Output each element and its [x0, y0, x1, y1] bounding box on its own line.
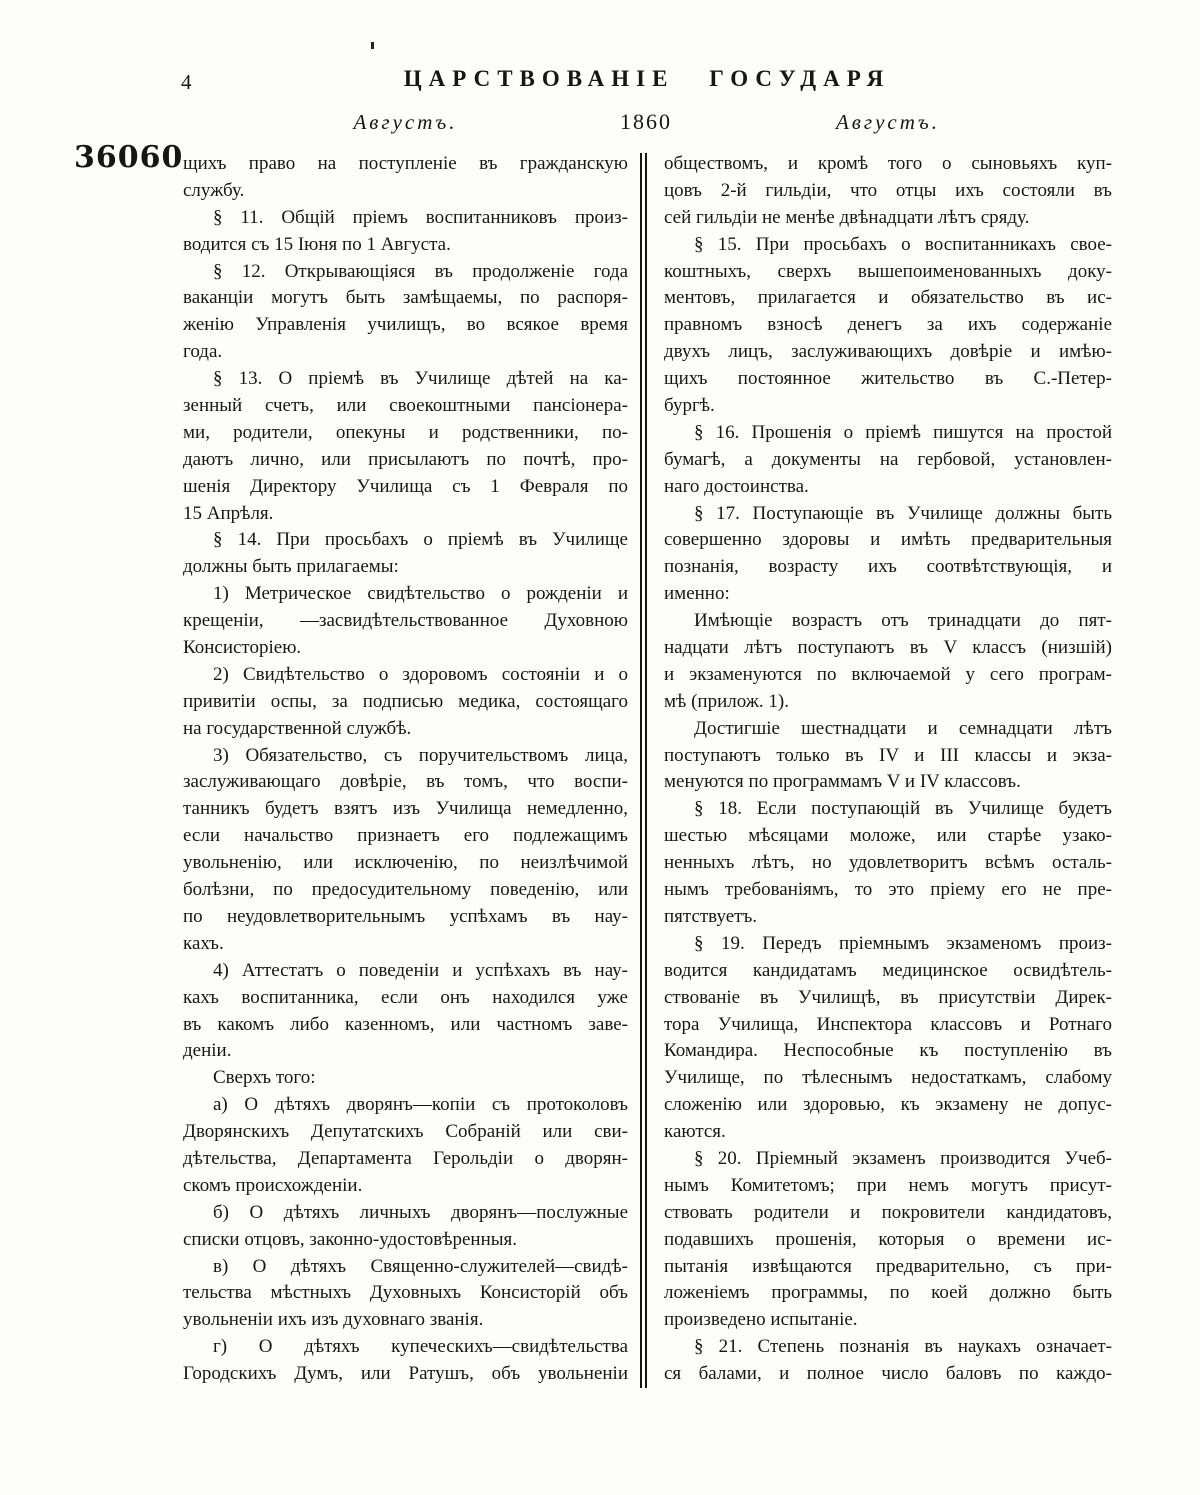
text-line: 3) Обязательство, съ поручительствомъ лица, — [213, 744, 628, 766]
text-line: сей гильдіи не менѣе двѣнадцати лѣтъ сряду. — [664, 206, 1030, 228]
text-line: пытанія извѣщаются предварительно, съ при- — [664, 1255, 1112, 1277]
text-line: увольненіи ихъ изъ духовнаго званія. — [183, 1309, 484, 1331]
month-header-right: Августъ. — [835, 110, 941, 134]
text-line: увольненію, или исключенію, по неизлѣчимой — [183, 852, 628, 874]
text-line: ми, родители, опекуны и родственники, по- — [183, 421, 628, 443]
text-line: ментовъ, прилагается и обязательство въ ис- — [664, 287, 1112, 309]
text-line: 1) Метрическое свидѣтельство о рожденіи и — [213, 583, 628, 605]
text-line: подавшихъ прошенія, которыя о времени ис- — [664, 1228, 1112, 1250]
text-line: мѣ (прилож. 1). — [664, 690, 789, 712]
text-line: 2) Свидѣтельство о здоровомъ состояніи и о — [213, 663, 628, 685]
text-line: Дворянскихъ Депутатскихъ Собраній или сви- — [183, 1121, 628, 1143]
text-line: ся балами, и полное число баловъ по каждо- — [664, 1363, 1112, 1385]
text-line: ваканціи могутъ быть замѣщаемы, по распоря- — [183, 287, 628, 309]
text-line: § 12. Открывающіяся въ продолженіе года — [213, 260, 628, 282]
right-column — [664, 151, 1112, 1388]
text-line: двухъ лицъ, заслуживающихъ довѣріе и имѣю- — [664, 341, 1112, 363]
text-line: Городскихъ Думъ, или Ратушъ, объ увольненіи — [183, 1363, 628, 1385]
text-line: тельства мѣстныхъ Духовныхъ Консисторій объ — [183, 1282, 628, 1304]
text-line: даютъ лично, или присылаютъ по почтѣ, про- — [183, 448, 628, 470]
text-line: и экзаменуются по включаемой у сего програм- — [664, 663, 1112, 685]
text-line: б) О дѣтяхъ личныхъ дворянъ—послужные — [213, 1201, 628, 1223]
text-line: зенный счетъ, или своекоштными пансіонера- — [183, 395, 628, 417]
text-line: заслуживающаго довѣріе, въ томъ, что воспи- — [183, 771, 628, 793]
text-line: § 13. О пріемѣ въ Училище дѣтей на ка- — [213, 368, 628, 390]
text-line: 4) Аттестатъ о поведеніи и успѣхахъ въ нау- — [213, 959, 628, 981]
text-line: по неудовлетворительнымъ успѣхамъ въ нау- — [183, 905, 628, 927]
text-line: болѣзни, по предосудительному поведенію, или — [183, 879, 628, 901]
text-line: правномъ взносѣ денегъ за ихъ содержаніе — [664, 314, 1112, 336]
text-line: в) О дѣтяхъ Священно-служителей—свидѣ- — [213, 1255, 628, 1277]
text-line: коштныхъ, сверхъ вышепоименованныхъ доку- — [664, 260, 1112, 282]
act-number: 36060 — [74, 140, 184, 175]
text-line: кахъ. — [183, 932, 224, 954]
text-line: крещеніи, —засвидѣтельствованное Духовною — [183, 610, 628, 632]
text-line: шенія Директору Училища съ 1 Февраля по — [183, 475, 628, 497]
text-line: деніи. — [183, 1040, 232, 1062]
text-line: танникъ будетъ взятъ изъ Училища немедленно, — [183, 798, 628, 820]
text-line: водится съ 15 Іюня по 1 Августа. — [183, 233, 451, 255]
text-line: каются. — [664, 1121, 726, 1143]
text-line: нымъ требованіямъ, то это пріему его не пре- — [664, 879, 1112, 901]
text-line: пятствуетъ. — [664, 905, 758, 927]
text-line: наго достоинства. — [664, 475, 809, 497]
month-header-left: Августъ. — [353, 110, 458, 134]
text-line: г) О дѣтяхъ купеческихъ—свидѣтельства — [213, 1336, 628, 1358]
text-line: § 15. При просьбахъ о воспитанникахъ свое- — [694, 233, 1112, 255]
text-line: дѣтельства, Департамента Герольдіи о дворян- — [183, 1147, 628, 1169]
page-number: 4 — [181, 70, 192, 94]
text-line: службу. — [183, 179, 245, 201]
text-line: Достигшіе шестнадцати и семнадцати лѣтъ — [694, 717, 1112, 739]
year-header: 1860 — [620, 109, 672, 134]
text-line: шестью мѣсяцами моложе, или старѣе узако- — [664, 825, 1112, 847]
text-line: бургѣ. — [664, 395, 715, 417]
text-line: щихъ право на поступленіе въ гражданскую — [183, 153, 628, 174]
text-line: цовъ 2-й гильдіи, что отцы ихъ состояли въ — [664, 179, 1112, 201]
text-line: водится кандидатамъ медицинское освидѣтель- — [664, 959, 1112, 981]
text-line: въ какомъ либо казенномъ, или частномъ заве- — [183, 1013, 628, 1035]
text-line: ненныхъ лѣтъ, но удовлетворитъ всѣмъ осталь- — [664, 852, 1112, 874]
text-line: тора Училища, Инспектора классовъ и Ротнаго — [664, 1013, 1112, 1035]
text-line: нымъ Комитетомъ; при немъ могутъ присут- — [664, 1174, 1112, 1196]
text-line: ложеніемъ программы, по коей должно быть — [664, 1282, 1112, 1304]
text-line: совершенно здоровы и имѣть предварительныя — [664, 529, 1112, 551]
text-line: § 20. Пріемный экзаменъ производится Учеб- — [694, 1147, 1112, 1169]
text-line: Консисторіею. — [183, 637, 302, 659]
text-line: § 14. При просьбахъ о пріемѣ въ Училище — [213, 529, 628, 551]
text-line: года. — [183, 341, 223, 363]
text-line: а) О дѣтяхъ дворянъ—копіи съ протоколовъ — [213, 1094, 628, 1116]
column-divider-rule — [640, 153, 647, 1388]
text-line: бумагѣ, а документы на гербовой, установлен- — [664, 448, 1112, 470]
text-line: скомъ происхожденіи. — [183, 1174, 363, 1196]
text-line: щихъ постоянное жительство въ С.-Петер- — [664, 368, 1112, 390]
text-line: если начальство признаетъ его подлежащимъ — [183, 825, 628, 847]
text-line: § 18. Если поступающій въ Училище будетъ — [694, 798, 1112, 820]
text-line: § 19. Передъ пріемнымъ экзаменомъ произ- — [694, 932, 1112, 954]
text-line: ствованіе въ Училищѣ, въ присутствіи Дирек- — [664, 986, 1112, 1008]
running-title: ЦАРСТВОВАНІЕ ГОСУДАРЯ — [403, 66, 891, 91]
text-line: 15 Апрѣля. — [183, 502, 274, 524]
text-line: должны быть прилагаемы: — [183, 556, 399, 578]
text-line: познанія, возрасту ихъ соотвѣтствующія, и — [664, 556, 1112, 578]
text-line: привитіи оспы, за подписью медика, состоящаго — [183, 690, 628, 712]
text-line: § 16. Прошенія о пріемѣ пишутся на простой — [694, 421, 1112, 443]
text-line: кахъ воспитанника, если онъ находился уже — [183, 986, 628, 1008]
text-line: менуются по программамъ V и IV классовъ. — [664, 771, 1021, 793]
text-line: надцати лѣтъ поступаютъ въ V классъ (низшій) — [664, 637, 1112, 659]
scan-artifact — [371, 42, 374, 49]
text-line: § 11. Общій пріемъ воспитанниковъ произ- — [213, 206, 628, 228]
text-line: произведено испытаніе. — [664, 1309, 858, 1331]
text-line: § 21. Степень познанія въ наукахъ означает- — [694, 1336, 1112, 1358]
text-line: ствовать родители и покровители кандидатовъ, — [664, 1201, 1112, 1223]
text-line: на государственной службѣ. — [183, 717, 412, 739]
text-line: женію Управленія училищъ, во всякое время — [183, 314, 628, 336]
text-line: поступаютъ только въ IV и III классы и экза- — [664, 744, 1112, 766]
left-column — [183, 151, 628, 1388]
text-line: Училище, по тѣлеснымъ недостаткамъ, слабому — [664, 1067, 1112, 1089]
text-line: § 17. Поступающіе въ Училище должны быть — [694, 502, 1112, 524]
text-line: сложенію или здоровью, къ экзамену не допус- — [664, 1094, 1112, 1116]
text-line: обществомъ, и кромѣ того о сыновьяхъ куп- — [664, 153, 1112, 174]
text-line: списки отцовъ, законно-удостовѣренныя. — [183, 1228, 518, 1250]
text-line: Имѣющіе возрастъ отъ тринадцати до пят- — [694, 610, 1112, 632]
text-line: Сверхъ того: — [213, 1067, 316, 1089]
text-line: именно: — [664, 583, 730, 605]
text-line: Командира. Неспособные къ поступленію въ — [664, 1040, 1112, 1062]
